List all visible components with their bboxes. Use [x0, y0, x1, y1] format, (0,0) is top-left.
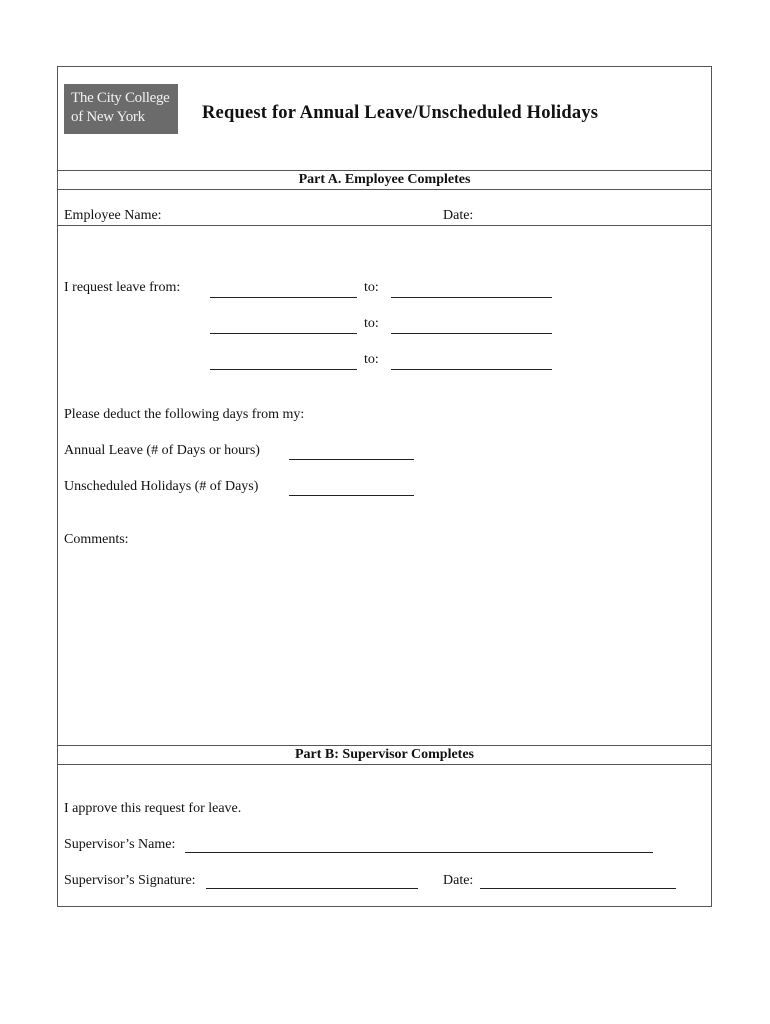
- unscheduled-holidays-field[interactable]: [289, 495, 414, 496]
- divider: [57, 170, 712, 171]
- leave-to-field-2[interactable]: [391, 333, 552, 334]
- annual-leave-label: Annual Leave (# of Days or hours): [64, 443, 260, 458]
- part-a-heading: Part A. Employee Completes: [298, 172, 471, 187]
- deduct-label: Please deduct the following days from my:: [64, 407, 305, 422]
- supervisor-date-field[interactable]: [480, 888, 676, 889]
- date-label: Date:: [443, 208, 474, 223]
- college-logo: [64, 84, 178, 134]
- logo-line-1: The City College: [71, 90, 170, 106]
- divider: [57, 189, 712, 190]
- leave-from-field-3[interactable]: [210, 369, 357, 370]
- supervisor-name-field[interactable]: [185, 852, 653, 853]
- divider: [57, 764, 712, 765]
- annual-leave-field[interactable]: [289, 459, 414, 460]
- unscheduled-holidays-label: Unscheduled Holidays (# of Days): [64, 479, 259, 494]
- comments-label: Comments:: [64, 532, 129, 547]
- leave-from-field-2[interactable]: [210, 333, 357, 334]
- form-title: Request for Annual Leave/Unscheduled Holidays: [202, 103, 599, 123]
- to-label: to:: [364, 352, 379, 367]
- supervisor-signature-label: Supervisor’s Signature:: [64, 873, 196, 888]
- divider: [57, 745, 712, 746]
- supervisor-name-label: Supervisor’s Name:: [64, 837, 176, 852]
- leave-to-field-3[interactable]: [391, 369, 552, 370]
- divider: [57, 225, 712, 226]
- to-label: to:: [364, 280, 379, 295]
- logo-line-2: of New York: [71, 109, 145, 125]
- supervisor-date-label: Date:: [443, 873, 474, 888]
- leave-from-field-1[interactable]: [210, 297, 357, 298]
- supervisor-signature-field[interactable]: [206, 888, 418, 889]
- part-b-heading: Part B: Supervisor Completes: [295, 747, 474, 762]
- request-leave-label: I request leave from:: [64, 280, 181, 295]
- to-label: to:: [364, 316, 379, 331]
- employee-name-label: Employee Name:: [64, 208, 162, 223]
- approve-text: I approve this request for leave.: [64, 801, 242, 816]
- leave-to-field-1[interactable]: [391, 297, 552, 298]
